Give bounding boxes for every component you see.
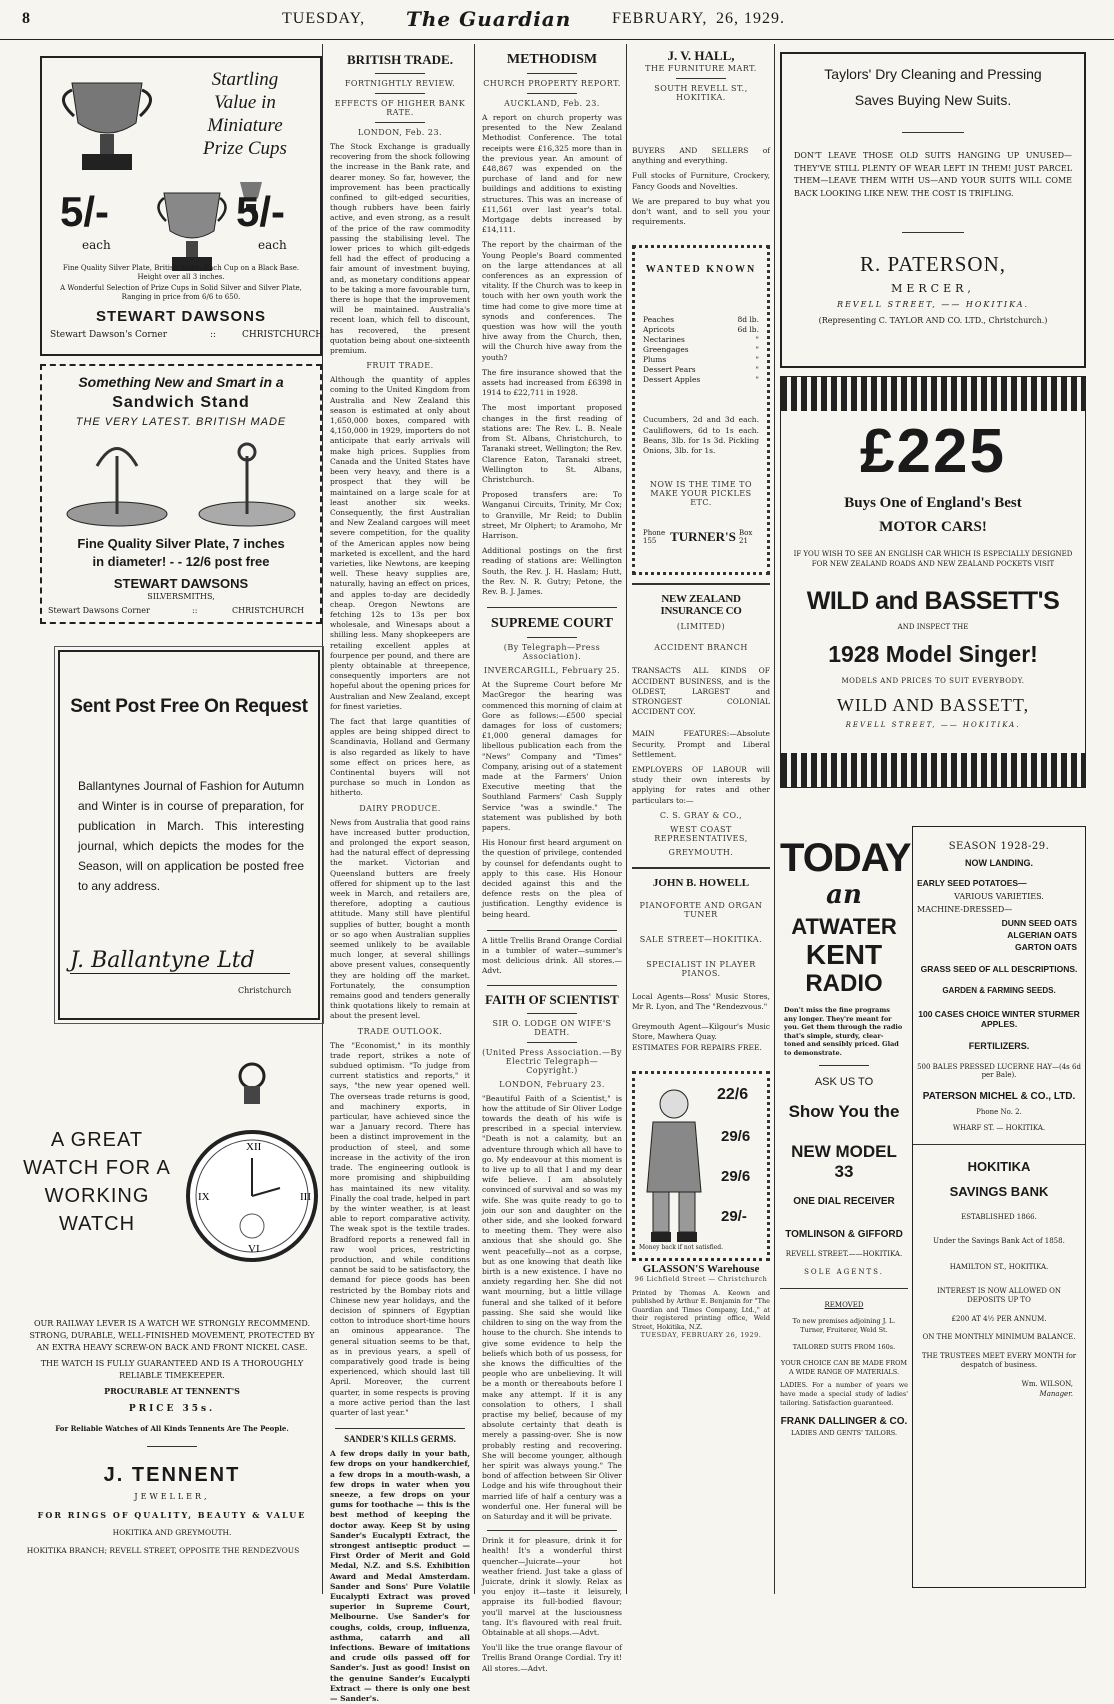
machine-dressed: MACHINE-DRESSED— xyxy=(917,905,1013,914)
headline: BRITISH TRADE. xyxy=(347,52,453,67)
tennent-rings: FOR RINGS OF QUALITY, BEAUTY & VALUE xyxy=(37,1510,307,1520)
wharf: WHARF ST. — HOKITIKA. xyxy=(952,1124,1046,1132)
column-rule xyxy=(474,44,475,1594)
imprint: Printed by Thomas A. Keown and published by Arthur E. Benjamin for "The Guardian and Times Company, Ltd.," at their registered printing office, Weld Street, Hokitika, N.Z. xyxy=(632,1288,770,1331)
each-left: each xyxy=(82,238,111,252)
lucerne: 500 BALES PRESSED LUCERNE HAY—(4s 6d per Bale). xyxy=(917,1063,1081,1079)
taylor-body: DON'T LEAVE THOSE OLD SUITS HANGING UP UNUSED—THEY'VE STILL PLENTY OF WEAR LEFT IN THEM! JUST PARCEL THEM—LEAVE THEM WITH US—AND YOUR SUITS WILL COME BACK LOOKING LIKE NEW. THE COST IS TRIFLING. xyxy=(794,151,1072,198)
wb-model: 1928 Model Singer! xyxy=(828,641,1038,667)
sanders-headline: SANDER'S KILLS GERMS. xyxy=(344,1434,456,1445)
tailored: TAILORED SUITS FROM 160s. xyxy=(792,1343,896,1351)
nzi-branch: ACCIDENT BRANCH xyxy=(654,643,748,653)
divider xyxy=(147,1446,197,1447)
hall-body2: Full stocks of Furniture, Crockery, Fancy Goods and Novelties. xyxy=(632,171,770,191)
dateline: LONDON, Feb. 23. xyxy=(357,128,443,137)
advert-trellis: You'll like the true orange flavour of Trellis Brand Orange Cordial. Try it! All stores.—Advt. xyxy=(482,1643,622,1673)
phone: Phone No. 2. xyxy=(976,1108,1022,1116)
advert-cordial: A little Trellis Brand Orange Cordial in a tumbler of water—summer's most delicious drink. All stores.—Advt. xyxy=(482,935,622,976)
glasson-price-3: 29/6 xyxy=(721,1167,751,1185)
separator: :: xyxy=(192,606,198,615)
oats-2: ALGERIAN OATS xyxy=(1007,930,1077,940)
bank-trustees: THE TRUSTEES MEET EVERY MONTH for despatch of business. xyxy=(921,1352,1077,1369)
landing: NOW LANDING. xyxy=(965,858,1033,868)
divider xyxy=(527,93,577,94)
an-word: an xyxy=(826,880,862,910)
masthead-month: FEBRUARY, xyxy=(612,10,708,27)
advert-juicrate: Drink it for pleasure, drink it for health! It's a wonderful thirst quencher—Juicrate—your hot weather friend. Just take a glass of Juicrate, drink it slowly. Relax as you enjoy it—taste it leisurely, appraise its full-bodied flavour; you'll marvel at the lusciousness tang. It's flavoured with real fruit. Obtainable at all shops.—Advt. xyxy=(482,1536,622,1637)
ladies: LADIES. For a number of years we have made a special study of ladies' tailoring. Satisfaction guaranteed. xyxy=(780,1381,908,1407)
divider xyxy=(487,985,617,986)
each-right: each xyxy=(258,238,287,252)
turners-box: Box 21 xyxy=(739,529,753,546)
masthead-date: 26, 1929. xyxy=(716,10,785,27)
decorative-border xyxy=(781,753,1085,787)
divider xyxy=(487,607,617,608)
ad-wild-bassett xyxy=(780,376,1086,788)
list-item: Nectarines " xyxy=(643,335,759,345)
faith-headline: FAITH OF SCIENTIST xyxy=(485,991,619,1007)
kent: KENT xyxy=(805,939,883,970)
subheadline: FORTNIGHTLY REVIEW. xyxy=(344,79,456,88)
bank-interest: INTEREST IS NOW ALLOWED ON DEPOSITS UP TO xyxy=(937,1287,1061,1304)
paragraph: The report by the chairman of the Young People's Board commented on the large attendances at all conferences as an expression of vitality. If the Church was to keep in touch with her own youth work the time had come to give more time at synods and conferences. The question was how will the youth hive away from the Church, then, will the Church hive away from the youth? xyxy=(482,240,622,362)
ballantynes-body: Ballantynes Journal of Fashion for Autumn and Winter is in course of preparation, for publication in March. This interesting journal, which depicts the modes for the Season, will on application be posted free to any address. xyxy=(78,779,304,893)
apples: 100 CASES CHOICE WINTER STURMER APPLES. xyxy=(918,1009,1080,1029)
svg-text:VI: VI xyxy=(248,1243,260,1255)
boy-figure-icon xyxy=(639,1082,709,1252)
divider xyxy=(902,132,964,133)
hall-body1: BUYERS AND SELLERS of anything and everything. xyxy=(632,146,770,166)
hall-headline: J. V. HALL, xyxy=(667,48,735,63)
column-four xyxy=(632,44,770,1594)
sandwich-line2: Sandwich Stand xyxy=(112,394,250,411)
tennent-firm: J. TENNENT xyxy=(103,1464,241,1486)
ad-glassons xyxy=(632,1071,770,1261)
article-british-trade xyxy=(330,44,470,1704)
taylor-trade: MERCER, xyxy=(891,282,975,295)
divider xyxy=(335,1428,465,1429)
choice: YOUR CHOICE CAN BE MADE FROM A WIDE RANGE OF MATERIALS. xyxy=(780,1359,908,1376)
ad-atwater-kent xyxy=(780,826,911,1588)
pickles-note: NOW IS THE TIME TO MAKE YOUR PICKLES ETC. xyxy=(649,480,753,508)
svg-text:IX: IX xyxy=(198,1191,210,1203)
varieties: VARIOUS VARIETIES. xyxy=(954,892,1044,901)
radio: RADIO xyxy=(805,970,883,997)
hall-sub: THE FURNITURE MART. xyxy=(645,64,757,73)
tomlinson-addr: REVELL STREET.——HOKITIKA. xyxy=(785,1250,903,1258)
ad-taylors xyxy=(780,52,1086,368)
bank-name-2: SAVINGS BANK xyxy=(949,1184,1049,1199)
list-item: Apricots 6d lb. xyxy=(643,325,759,335)
veg-list: Cucumbers, 2d and 3d each. Cauliflowers, 6d to 1s each. Beans, 3lb. for 1s 3d. Pickling Onions, 3lb. for 1s. xyxy=(643,415,759,456)
prize-cups-city: CHRISTCHURCH xyxy=(242,330,324,340)
masthead xyxy=(0,0,1114,40)
divider xyxy=(913,1144,1085,1145)
column-rule xyxy=(626,44,627,1594)
column-rule xyxy=(322,44,323,1594)
price-right: 5/- xyxy=(236,188,286,235)
ballantynes-headline: Sent Post Free On Request xyxy=(70,696,308,717)
sandwich-stand-icon xyxy=(192,436,302,531)
hall-body3: We are prepared to buy what you don't want, and to sell you your requirements. xyxy=(632,196,770,227)
paragraph: Although the quantity of apples coming to the United Kingdom from Australia and New Zealand this season is estimated at only about 1,650,000 boxes, compared with 4,150,000 in 1929, importers do not anticipate that early arrivals will make high prices. Supplies from Canada and the United States have been very heavy, and there is a prospect that they will be maintained on a large scale for at least another six weeks. Consequently, the first Australian and New Zealand cargoes will meet severe competition, for the quality of the American apples now being marketed is excellent, and the hard varieties, like Newtons, are keeping well. These heavy supplies are, naturally, having an effect on prices, and apples to-day are decidedly cheap. Oregon Newtons are fetching 12s to 13s per box wholesale, and Winesaps about a shilling less. Many shopkeepers are retailing excellent apples at fourpence per pound, and there are plenty obtainable at threepence, consequently importers are not hopeful about the opening prices for Australian and New Zealand, except for finest varieties. xyxy=(330,375,470,711)
divider xyxy=(527,1013,577,1014)
paragraph: The fire insurance showed that the assets had increased from £6398 in 1914 to £22,711 in 1928. xyxy=(482,367,622,398)
ad-turners xyxy=(632,245,770,575)
ad-jv-hall xyxy=(632,48,770,136)
wb-line2: MOTOR CARS! xyxy=(879,519,987,535)
ad-prize-cups xyxy=(40,56,322,356)
paragraph: Additional postings on the first reading of stations are: Wellington South, the Rev. J. H. Haslam; Hutt, the Rev. N. R. Gutry; Petone, the Rev. B. J. James. xyxy=(482,546,622,596)
list-item: Dessert Apples " xyxy=(643,375,759,385)
tennent-trade: JEWELLER, xyxy=(134,1492,210,1501)
oats-3: GARTON OATS xyxy=(1014,942,1077,952)
sandwich-line1: Something New and Smart in a xyxy=(78,374,284,390)
watch-body2: THE WATCH IS FULLY GUARANTEED AND IS A THOROUGHLY RELIABLE TIMEKEEPER. xyxy=(40,1359,304,1380)
ballantynes-signature: J. Ballantyne Ltd xyxy=(70,948,290,974)
sandwich-stand-icon xyxy=(62,436,172,531)
watch-procurable: PROCURABLE AT TENNENT'S xyxy=(104,1386,240,1396)
list-item: Plums " xyxy=(643,355,759,365)
faith-sub: SIR O. LODGE ON WIFE'S DEATH. xyxy=(492,1018,612,1037)
sandwich-corner: Stewart Dawsons Corner xyxy=(48,606,150,615)
divider xyxy=(487,1530,617,1531)
paragraph: Proposed transfers are: To Wanganui Circuits, Trinity, Mr Cox; to Granville, Mr Reid; to Dublin street, Mr Olphert; to Aramoho, Mr Harrison. xyxy=(482,490,622,540)
section-head: TRADE OUTLOOK. xyxy=(357,1026,443,1036)
wb-addr: REVELL STREET, —— HOKITIKA. xyxy=(845,721,1021,729)
pocket-watch-icon xyxy=(182,1046,322,1306)
bank-name-1: HOKITIKA xyxy=(967,1159,1031,1174)
paragraph: "Beautiful Faith of a Scientist," is how the attitude of Sir Oliver Lodge towards the death of his wife is prescribed in a special interview. "Death is not a calamity, but an adventure through which all have to go. My endeavour at this moment is to live up to all that I and my dear wife believe. I am absolutely convinced of survival and so was my wife. She was quite ready to go to join our son and daughter on the other side, and she looked forward to meeting them. They were also anxious that she should go. She went peacefully—not as a corpse, but as one knowing that death like birth is a new existence. I have no anxiety regarding her. She did not want mourning, but a little village funeral and she talked of it before passing. She said she would like children to sing on the way from the house to the church. She intends to give some evidence to help the beliefs which both of us possess, for she knows the difficulties of the people who are unbelieving. It will be a month or thereabouts before I make any attempt. If it is any consolation to others, I shall practise my belief, because of my absolute certainty that death is merely a passing-over. She is now probably resting and recovering. She will become younger, although her spirit was always young." The bond of affection between Sir Oliver Lodge and his wife throughout their married life of half a century was a wonderful one. Her funeral will be on Saturday and it will be private. xyxy=(482,1093,622,1521)
bank-manager: Manager. xyxy=(1039,1390,1073,1398)
howell-spec: SPECIALIST IN PLAYER PIANOS. xyxy=(646,959,756,978)
list-item: Dessert Pears " xyxy=(643,365,759,375)
paragraph: The most important proposed changes in the first reading of stations are: The Rev. L. B. Neale from St. Albans, Christchurch, to Taranaki street, Wellington; the Rev. Clarence Eaton, Taranaki street, Wellington to St. Albans, Christchurch. xyxy=(482,403,622,484)
glasson-price-4: 29/- xyxy=(721,1207,747,1225)
svg-text:XII: XII xyxy=(246,1141,262,1153)
headline: METHODISM xyxy=(506,52,598,67)
nzi-ltd: (LIMITED) xyxy=(676,622,726,632)
glasson-price-2: 29/6 xyxy=(721,1127,751,1145)
turners-name: TURNER'S xyxy=(670,529,736,545)
sole-agents: SOLE AGENTS. xyxy=(804,1268,884,1276)
sandwich-line5: in diameter! - - 12/6 post free xyxy=(92,554,270,569)
taylor-head2: Saves Buying New Suits. xyxy=(854,92,1012,108)
glasson-note: Money back if not satisfied. xyxy=(639,1243,723,1251)
sanders-body: A few drops daily in your bath, few drops on your handkerchief, a few drops in a mouth-wash, a few drops in water when you sneeze, a few drops on your gums for toothache — this is the best method of keeping the doctor away. Keep St by using Sander's Eucalypti Extract, the strongest antiseptic product — First Order of Merit and Gold Medal, N.Z. and S.S. Exhibition Award and Medal Amsterdam. Sander and Sons' Pure Volatile Eucalypti Extract was proved superior in Supreme Court, Melbourne. Use Sander's for coughs, colds, croup, influenza, asthma, catarrh and all infections. Beware of imitations and crude oils passed off for Sander's. Just as good! Insist on the genuine Sander's Eucalypti Extract — there is only one best — Sander's. xyxy=(330,1449,470,1704)
article-methodism xyxy=(482,44,622,1673)
paragraph: The fact that large quantities of apples are being shipped direct to Scandinavia, Holland and Germany is also regarded as likely to have some effect on prices here, as Continental buyers will not purchase so much in London as hitherto. xyxy=(330,716,470,798)
wb-price: £225 xyxy=(860,417,1006,486)
svg-text:III: III xyxy=(300,1191,311,1203)
sandwich-firm: STEWART DAWSONS xyxy=(113,576,249,591)
tennent-branch: HOKITIKA BRANCH; REVELL STREET, OPPOSITE THE RENDEZVOUS xyxy=(26,1546,300,1555)
divider xyxy=(780,1288,908,1289)
court-dateline: INVERCARGILL, February 25. xyxy=(483,666,621,676)
nzi-agent: C. S. GRAY & CO., xyxy=(659,810,743,820)
tomlinson: TOMLINSON & GIFFORD xyxy=(785,1229,903,1240)
list-item: Greengages " xyxy=(643,345,759,355)
trophy-cup-icon xyxy=(52,68,162,178)
prize-cups-headline: Startling Value in Miniature Prize Cups xyxy=(203,69,287,159)
subheadline: CHURCH PROPERTY REPORT. xyxy=(483,79,621,88)
bank-monthly: ON THE MONTHLY MINIMUM BALANCE. xyxy=(922,1333,1076,1341)
paragraph: News from Australia that good rains have increased butter production, and prolonged the export season, had the natural effect of depressing the market. Victorian and Queensland butters are freely offered for shipment up to the last week in March, and retailers are, therefore, adopting a cautious attitude. Many still have plentiful supplies of butter, bought a month or so ago when Australian supplies seemed unlikely to be available much longer, at several shillings above present values, consequently they are holding off the market. Fortunately, the consumption remains good and tenders generally think quotations likely to remain at about the present level. xyxy=(330,817,470,1021)
wb-line1: Buys One of England's Best xyxy=(844,495,1022,511)
list-item: Peaches 8d lb. xyxy=(643,315,759,325)
wb-firm: WILD and BASSETT'S xyxy=(806,587,1060,615)
ad-nz-insurance xyxy=(632,583,770,856)
nzi-body1: TRANSACTS ALL KINDS OF ACCIDENT BUSINESS, and is the OLDEST, LARGEST and STRONGEST COLONIAL ACCIDENT COY. xyxy=(632,666,770,717)
season: SEASON 1928-29. xyxy=(948,841,1050,852)
separator: :: xyxy=(210,330,217,340)
wb-inspect: AND INSPECT THE xyxy=(897,623,969,631)
section-head: FRUIT TRADE. xyxy=(366,361,434,371)
price-left: 5/- xyxy=(60,188,110,235)
masthead-day: TUESDAY, xyxy=(282,10,366,27)
bank-address: HAMILTON ST., HOKITIKA. xyxy=(949,1263,1049,1271)
seed-potatoes: EARLY SEED POTATOES— xyxy=(917,878,1027,888)
taylor-rep: (Representing C. TAYLOR AND CO. LTD., Christchurch.) xyxy=(818,316,1048,325)
sandwich-city: CHRISTCHURCH xyxy=(232,606,305,615)
wb-models: MODELS AND PRICES TO SUIT EVERYBODY. xyxy=(841,677,1025,685)
show-you: Show You the xyxy=(788,1102,900,1121)
page-number: 8 xyxy=(22,10,31,27)
dateline: AUCKLAND, Feb. 23. xyxy=(504,99,600,108)
paragraph: A report on church property was presented to the New Zealand Methodist Conference. The total receipts were £16,325 more than in the previous year. An amount of £48,867 was expended on the purchase of land and for new buildings and additions to existing structures. This was an increase of £11,561 over last year's total. Mortgage debts increased by £14,111. xyxy=(482,113,622,235)
divider xyxy=(902,232,964,233)
watch-body1: OUR RAILWAY LEVER IS A WATCH WE STRONGLY RECOMMEND. STRONG, DURABLE, WELL-FINISHED MOVEMENT, PROTECTED BY AN EXTRA HEAVY SCREW-ON BACK AND FRONT NICKEL CASE. xyxy=(29,1319,315,1352)
howell-addr: SALE STREET—HOKITIKA. xyxy=(639,934,763,944)
divider xyxy=(527,73,577,74)
howell-est: ESTIMATES FOR REPAIRS FREE. xyxy=(632,1042,762,1052)
nzi-town: GREYMOUTH. xyxy=(668,847,734,857)
wanted-headline: WANTED KNOWN xyxy=(645,264,757,276)
howell-sub: PIANOFORTE AND ORGAN TUNER xyxy=(639,900,763,919)
ballantynes-city: Christchurch xyxy=(238,986,292,995)
sandwich-line4: Fine Quality Silver Plate, 7 inches xyxy=(77,536,285,551)
bank-act: Under the Savings Bank Act of 1858. xyxy=(933,1237,1065,1245)
atwater: ATWATER xyxy=(791,914,897,939)
ad-howell xyxy=(632,867,770,1053)
turners-phone: Phone 155 xyxy=(643,529,666,546)
prize-cups-desc2: A Wonderful Selection of Prize Cups in Solid Silver and Silver Plate, Ranging in price from 6/6 to 650. xyxy=(60,284,302,301)
section-head: DAIRY PRODUCE. xyxy=(359,803,441,813)
glasson-addr: 96 Lichfield Street — Christchurch xyxy=(634,1274,768,1283)
radio-body: Don't miss the fine programs any longer. They're meant for you. Get them through the radio that's simple, sturdy, clear-toned and sensibly priced. Glad to demonstrate. xyxy=(784,1006,903,1057)
watch-reliable: For Reliable Watches of All Kinds Tennents Are The People. xyxy=(55,1424,289,1433)
wb-firm2: WILD AND BASSETT, xyxy=(836,695,1030,715)
nzi-body2: MAIN FEATURES:—Absolute Security, Prompt and Liberal Settlement. xyxy=(632,729,770,759)
dallinger-sub: LADIES AND GENTS' TAILORS. xyxy=(790,1429,898,1437)
oats-1: DUNN SEED OATS xyxy=(1001,918,1077,928)
howell-agents: Local Agents—Ross' Music Stores, Mr R. Lyon, and The "Rendezvous." xyxy=(632,991,770,1012)
turners-footer xyxy=(643,529,759,545)
prize-cups-corner: Stewart Dawson's Corner xyxy=(50,330,168,340)
one-dial: ONE DIAL RECEIVER xyxy=(793,1196,895,1207)
divider xyxy=(375,73,425,74)
nzi-body3: EMPLOYERS OF LABOUR will study their own interests by applying for rates and other particulars to:— xyxy=(632,765,770,805)
fertilizers: FERTILIZERS. xyxy=(968,1041,1030,1051)
taylor-head1: Taylors' Dry Cleaning and Pressing xyxy=(824,66,1042,82)
bank-wilson: Wm. WILSON, xyxy=(1021,1380,1073,1388)
watch-headline: A GREAT WATCH FOR A WORKING WATCH xyxy=(23,1129,171,1235)
divider xyxy=(375,93,425,94)
wb-line3: IF YOU WISH TO SEE AN ENGLISH CAR WHICH IS ESPECIALLY DESIGNED FOR NEW ZEALAND ROADS AND NEW ZEALAND POCKETS VISIT xyxy=(793,550,1073,568)
nzi-headline: NEW ZEALAND INSURANCE CO xyxy=(660,593,742,618)
prize-cups-desc: Fine Quality Silver Plate, British make. Each Cup on a Black Base. Height over all 3 inches. xyxy=(62,264,300,281)
subheadline: EFFECTS OF HIGHER BANK RATE. xyxy=(334,99,466,117)
divider xyxy=(375,122,425,123)
bank-rate: £200 AT 4½ PER ANNUM. xyxy=(951,1315,1047,1323)
tennent-towns: HOKITIKA AND GREYMOUTH. xyxy=(112,1528,232,1537)
hall-addr: SOUTH REVELL ST., HOKITIKA. xyxy=(654,84,748,102)
nzi-rep: WEST COAST REPRESENTATIVES, xyxy=(654,824,748,843)
column-rule xyxy=(774,44,775,1594)
divider xyxy=(676,78,726,79)
taylor-firm: R. PATERSON, xyxy=(859,252,1007,276)
faith-dateline: LONDON, February 23. xyxy=(499,1079,605,1089)
court-headline: SUPREME COURT xyxy=(490,616,613,632)
today-headline: TODAY xyxy=(780,836,911,880)
paragraph: The Stock Exchange is gradually recovering from the shock following the increase in the Bank rate, and dearer money. So far, however, the improvement has been practically confined to gilt-edged securities, though rubbers have been fairly active, and even strong, as a result of the price of the raw commodity passing the stabilising level. The lower prices to which gilt-edgeds fell had the effect of producing a fair amount of investment buying, and, as monetary conditions appear to be taking a more favourable turn, there is hope that the improvement will be maintained. Australia's recent loan, which fell to discount, has recovered, the present quotation being about one-sixteenth premium. xyxy=(330,142,470,356)
prize-cups-firm: STEWART DAWSONS xyxy=(95,308,266,325)
paterson-michel: PATERSON MICHEL & CO., LTD. xyxy=(922,1091,1076,1102)
divider xyxy=(819,1065,869,1066)
removed: REMOVED xyxy=(824,1301,864,1309)
paragraph: The "Economist," in its monthly trade report, strikes a note of subdued optimism. "To judge from current statistics and reports," it says, "the new year opened well. The overseas trade returns is good, and machinery exports, in particular, have achieved since the war a January record. There has been a distinct improvement in the production of steel, and some increase in the activity of the iron trade. The engineering outlook is more promising and shipbuilding has maintained its new vitality. Finally the coal trade, helped in part by the winter weather, is at least able to report comparative activity. The weak spot is the textile trades. Bradford reports a renewed fall in raw wool prices, restricting production, and while conditions cannot be said to be satisfactory, the demand for piece goods has been restricted by the Bombay riots and Chinese new year holidays, and the decision of spinners of Egyptian cotton to introduce short-time hours an ominous appearance. The general situation seems to be that, as in previous years, a spell of comparatively good trade is being experienced, which should last till April. Moreover, the current quarter, in some respects is proving a more active period than the last quarter of last year." xyxy=(330,1040,470,1417)
dallinger: FRANK DALLINGER & CO. xyxy=(780,1416,908,1427)
ad-tennent-watch xyxy=(22,1046,322,1586)
divider xyxy=(527,1042,577,1043)
sandwich-line3: THE VERY LATEST. BRITISH MADE xyxy=(75,416,287,428)
glasson-price-1: 22/6 xyxy=(717,1085,749,1103)
paragraph: At the Supreme Court before Mr MacGregor the hearing was commenced this morning of claim at Gore as follows:—£500 special damages for loss of customers; £1,000 general damages for libellous publication each from the "News" Company and "Times" Company, arising out of a statement made at the Farmers' Union Executive meeting that the Southland Farmers' Cash Supply Service "was a swindle." The statement was published by both papers. xyxy=(482,680,622,832)
ad-paterson-michel xyxy=(912,826,1086,1588)
produce-list xyxy=(643,315,759,385)
divider xyxy=(487,930,617,931)
taylor-addr: REVELL STREET, —— HOKITIKA. xyxy=(836,300,1030,309)
court-sub: (By Telegraph—Press Association). xyxy=(503,643,601,662)
glasson-headline: GLASSON'S Warehouse xyxy=(642,1262,760,1275)
decorative-border xyxy=(781,377,1085,411)
grass-seed: GRASS SEED OF ALL DESCRIPTIONS. xyxy=(920,964,1078,974)
ad-sandwich-stand xyxy=(40,364,322,624)
divider xyxy=(527,637,577,638)
ask-us: ASK US TO xyxy=(814,1076,874,1088)
watch-price: PRICE 35s. xyxy=(128,1404,216,1414)
ad-ballantynes xyxy=(58,650,320,1020)
sandwich-sub: SILVERSMITHS, xyxy=(147,592,215,601)
new-model: NEW MODEL 33 xyxy=(791,1142,897,1181)
faith-press: (United Press Association.—By Electric Telegraph—Copyright.) xyxy=(482,1047,622,1075)
bank-established: ESTABLISHED 1866. xyxy=(961,1213,1037,1221)
howell-grey: Greymouth Agent—Kilgour's Music Store, Mawhera Quay. xyxy=(632,1022,770,1042)
garden-seeds: GARDEN & FARMING SEEDS. xyxy=(942,986,1056,995)
imprint-date: TUESDAY, FEBRUARY 26, 1929. xyxy=(640,1331,762,1340)
masthead-title: The Guardian xyxy=(406,7,572,31)
paragraph: His Honour first heard argument on the question of privilege, contended by counsel for defendants ought to apply to this case. His Honour decided against this and the defence rests on the plea of justification. Lengthy evidence is being heard. xyxy=(482,838,622,919)
removed-body: To new premises adjoining J. L. Turner, Fruiterer, Weld St. xyxy=(792,1317,896,1334)
howell-headline: JOHN B. HOWELL xyxy=(652,876,750,889)
